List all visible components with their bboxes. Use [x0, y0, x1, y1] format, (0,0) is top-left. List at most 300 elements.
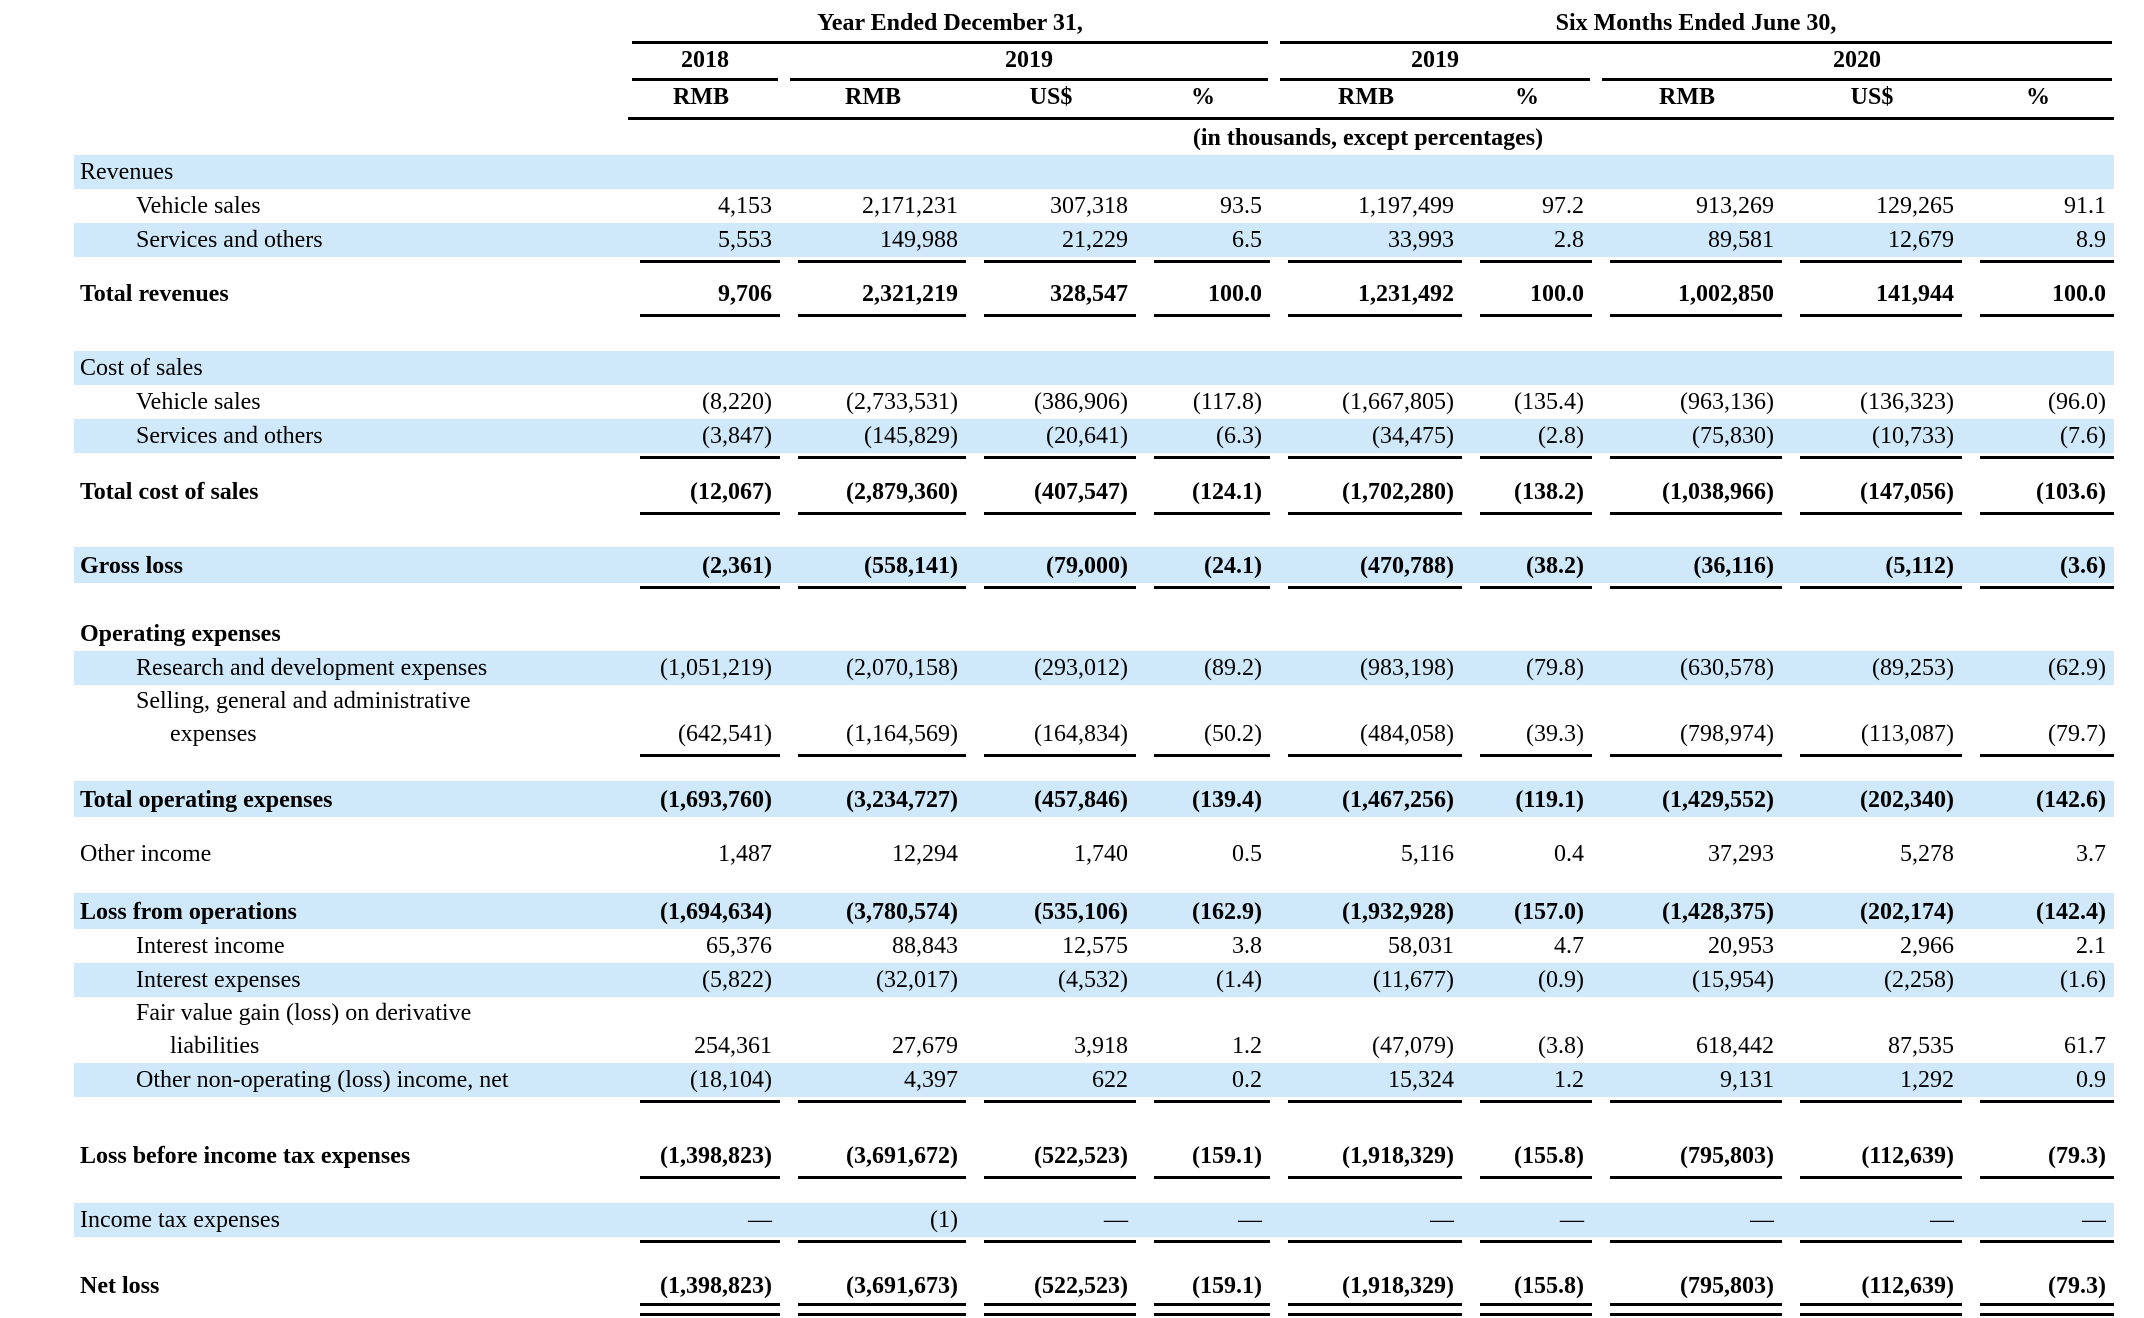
spacer-row — [74, 1183, 2114, 1203]
cell-value: (522,523) — [1034, 1273, 1128, 1299]
rule-cell — [1782, 583, 1962, 593]
cell-value: (983,198) — [1360, 655, 1454, 681]
rule-segment — [1288, 509, 1462, 515]
rule-cell — [622, 1303, 780, 1318]
cell-value: 141,944 — [1876, 281, 1954, 307]
cell — [1462, 385, 1592, 419]
rule-cell — [622, 311, 780, 321]
row-label-line: Interest expenses — [136, 967, 301, 993]
year-header-sm2020 — [1592, 44, 2114, 81]
cell-value: 20,953 — [1708, 933, 1774, 959]
cell — [1962, 1063, 2114, 1097]
cell — [1462, 781, 1592, 817]
cell-value: (79.3) — [2048, 1143, 2107, 1169]
cell-value: (2,879,360) — [846, 479, 958, 505]
cell-value: (24.1) — [1204, 553, 1262, 579]
cell — [1270, 1267, 1462, 1303]
rule-segment — [1800, 257, 1962, 263]
spacer-cell — [74, 593, 2114, 615]
rule-cell — [1136, 453, 1270, 463]
units-note-row — [74, 122, 2114, 155]
spacer-cell — [74, 453, 622, 463]
cell — [1462, 651, 1592, 685]
cell — [1962, 963, 2114, 997]
cell-value: (2,361) — [702, 553, 772, 579]
rule-cell — [1462, 751, 1592, 761]
cell — [1462, 155, 1592, 189]
rule-segment — [1610, 1237, 1782, 1243]
cell — [1136, 1203, 1270, 1237]
cell-value: (3,847) — [702, 423, 772, 449]
cell-value: — — [1750, 1207, 1774, 1233]
rule-row — [74, 583, 2114, 593]
row-label — [74, 1203, 622, 1237]
table-row — [74, 385, 2114, 419]
cell — [1462, 419, 1592, 453]
cell — [966, 781, 1136, 817]
cell — [1270, 837, 1462, 871]
rule-segment — [1980, 453, 2114, 459]
cell — [966, 351, 1136, 385]
cell — [1782, 275, 1962, 311]
cell — [780, 615, 966, 651]
cell-value: (155.8) — [1514, 1143, 1584, 1169]
rule-segment — [1288, 1303, 1462, 1316]
cell-value: (39.3) — [1526, 721, 1584, 747]
rule-segment — [1154, 1303, 1270, 1316]
cell-value: (113,087) — [1860, 721, 1954, 747]
rule-cell — [780, 751, 966, 761]
cell — [1592, 275, 1782, 311]
cell — [622, 685, 780, 751]
row-label-line: Vehicle sales — [136, 389, 261, 415]
cell — [1782, 651, 1962, 685]
cell-value: (1,932,928) — [1342, 899, 1454, 925]
cell — [1782, 1267, 1962, 1303]
row-label — [74, 419, 622, 453]
cell-value: (119.1) — [1515, 787, 1584, 813]
cell-value: 4,153 — [718, 193, 772, 219]
table-row — [74, 1137, 2114, 1173]
cell — [966, 651, 1136, 685]
rule-segment — [1610, 311, 1782, 317]
cell — [1592, 893, 1782, 929]
cell — [1592, 685, 1782, 751]
rule-segment — [798, 1097, 966, 1103]
row-label — [74, 1267, 622, 1303]
row-label — [74, 963, 622, 997]
cell — [1462, 473, 1592, 509]
spacer-row — [74, 593, 2114, 615]
year-header-row — [74, 44, 2114, 81]
rule-cell — [1270, 453, 1462, 463]
rule-segment — [1610, 257, 1782, 263]
rule-cell — [1782, 1303, 1962, 1318]
rule-cell — [1592, 509, 1782, 519]
rule-cell — [1962, 1303, 2114, 1318]
cell-value: (79.8) — [1526, 655, 1584, 681]
cell-value: 93.5 — [1220, 193, 1262, 219]
rule-segment — [1800, 1097, 1962, 1103]
rule-cell — [1270, 311, 1462, 321]
rule-cell — [1270, 583, 1462, 593]
cell — [622, 1203, 780, 1237]
cell-value: (50.2) — [1204, 721, 1262, 747]
cell — [1136, 929, 1270, 963]
rule-cell — [1136, 583, 1270, 593]
cell-value: (142.4) — [2036, 899, 2107, 925]
cell — [1462, 963, 1592, 997]
period-title: Year Ended December 31, — [632, 7, 1268, 44]
cell-value: (202,340) — [1860, 787, 1954, 813]
cell — [780, 685, 966, 751]
header-rule-row — [74, 114, 2114, 122]
label-column-spacer — [74, 44, 622, 81]
cell — [1962, 1267, 2114, 1303]
rule-cell — [1782, 509, 1962, 519]
rule-cell — [622, 509, 780, 519]
rule-segment — [1480, 1237, 1592, 1243]
cell — [1962, 385, 2114, 419]
spacer-row — [74, 1107, 2114, 1137]
cell-value: 2,966 — [1900, 933, 1954, 959]
cell-value: 2,321,219 — [862, 281, 958, 307]
spacer-cell — [74, 751, 622, 761]
table-row — [74, 685, 2114, 751]
cell-value: 328,547 — [1050, 281, 1128, 307]
cell — [780, 963, 966, 997]
cell — [780, 1063, 966, 1097]
table-row — [74, 997, 2114, 1063]
row-label-line: Research and development expenses — [136, 655, 488, 681]
cell-value: 3.8 — [1232, 933, 1262, 959]
cell-value: (159.1) — [1192, 1143, 1262, 1169]
rule-cell — [1136, 1173, 1270, 1183]
cell — [1136, 547, 1270, 583]
cell-value: 618,442 — [1696, 1033, 1774, 1059]
rule-cell — [966, 257, 1136, 267]
spacer-cell — [74, 1173, 622, 1183]
rule-cell — [1462, 311, 1592, 321]
row-label-line: Other income — [80, 841, 212, 867]
cell — [1592, 223, 1782, 257]
rule-segment — [640, 509, 780, 515]
cell — [1782, 223, 1962, 257]
cell — [1962, 781, 2114, 817]
rule-cell — [1962, 583, 2114, 593]
cell — [1782, 385, 1962, 419]
cell-value: (5,822) — [702, 967, 772, 993]
cell-value: 2,171,231 — [862, 193, 958, 219]
rule-segment — [984, 1097, 1136, 1103]
cell — [1782, 963, 1962, 997]
cell — [1136, 385, 1270, 419]
cell-value: 3,918 — [1074, 1033, 1128, 1059]
cell-value: (1) — [930, 1207, 958, 1233]
rule-row — [74, 509, 2114, 519]
cell — [1270, 997, 1462, 1063]
rule-row — [74, 751, 2114, 761]
cell-value: 3.7 — [2076, 841, 2107, 867]
row-label-line: Net loss — [80, 1273, 160, 1299]
cell-value: (795,803) — [1680, 1143, 1774, 1169]
currency-header: % — [1191, 84, 1215, 110]
rule-cell — [966, 311, 1136, 321]
cell-value: (630,578) — [1680, 655, 1774, 681]
cell — [1270, 155, 1462, 189]
cell — [1136, 1267, 1270, 1303]
cell-value: 12,575 — [1062, 933, 1128, 959]
cell-value: (79.3) — [2048, 1273, 2107, 1299]
cell — [622, 929, 780, 963]
cell-value: (1,702,280) — [1342, 479, 1454, 505]
cell-value: (20,641) — [1046, 423, 1128, 449]
cell — [966, 893, 1136, 929]
cell — [1270, 189, 1462, 223]
cell — [1962, 929, 2114, 963]
rule-segment — [984, 1237, 1136, 1243]
cell-value: 1.2 — [1554, 1067, 1584, 1093]
rule-segment — [798, 453, 966, 459]
rule-cell — [1782, 453, 1962, 463]
cell — [1962, 615, 2114, 651]
table-row — [74, 963, 2114, 997]
rule-cell — [780, 453, 966, 463]
cell — [1782, 929, 1962, 963]
rule-segment — [1288, 751, 1462, 757]
cell-value: 91.1 — [2064, 193, 2107, 219]
cell — [780, 1267, 966, 1303]
cell — [966, 547, 1136, 583]
rule-cell — [1270, 1237, 1462, 1247]
spacer-cell — [74, 761, 2114, 781]
currency-header: US$ — [1850, 84, 1894, 110]
cell — [1270, 1063, 1462, 1097]
row-label — [74, 837, 622, 871]
cell-value: 2.1 — [2076, 933, 2107, 959]
cell — [622, 781, 780, 817]
row-label-line: liabilities — [170, 1033, 260, 1059]
cell-value: 0.9 — [2076, 1067, 2107, 1093]
rule-segment — [640, 583, 780, 589]
year-label: 2018 — [632, 44, 778, 81]
cell-value: 307,318 — [1050, 193, 1128, 219]
row-label — [74, 651, 622, 685]
cell — [1270, 385, 1462, 419]
rule-segment — [1980, 311, 2114, 317]
cell-value: 0.5 — [1232, 841, 1262, 867]
cell — [1962, 651, 2114, 685]
cell-value: (159.1) — [1192, 1273, 1262, 1299]
cell — [1962, 351, 2114, 385]
cell — [1782, 473, 1962, 509]
spacer-cell — [74, 267, 2114, 275]
rule-segment — [984, 311, 1136, 317]
cell — [780, 275, 966, 311]
rule-segment — [1154, 583, 1270, 589]
cell-value: 5,278 — [1900, 841, 1954, 867]
cell-value: 149,988 — [880, 227, 958, 253]
rule-cell — [1782, 1237, 1962, 1247]
cell — [780, 651, 966, 685]
cell-value: 1,002,850 — [1678, 281, 1774, 307]
cell — [1462, 223, 1592, 257]
cell-value: (1,428,375) — [1662, 899, 1774, 925]
rule-segment — [798, 1173, 966, 1179]
cell — [1782, 419, 1962, 453]
cell — [622, 223, 780, 257]
rule-segment — [1480, 509, 1592, 515]
cell — [780, 997, 966, 1063]
rule-cell — [966, 1303, 1136, 1318]
table-row — [74, 781, 2114, 817]
cell — [966, 997, 1136, 1063]
cell — [1462, 1203, 1592, 1237]
cell-value: (89,253) — [1872, 655, 1954, 681]
rule-segment — [1288, 257, 1462, 263]
cell-value: (62.9) — [2048, 655, 2107, 681]
cell — [780, 155, 966, 189]
cell-value: — — [1430, 1207, 1454, 1233]
rule-row — [74, 257, 2114, 267]
rule-cell — [1270, 1303, 1462, 1318]
rule-segment — [1480, 751, 1592, 757]
rule-cell — [1270, 1097, 1462, 1107]
cell-value: 97.2 — [1542, 193, 1584, 219]
cell-value: 61.7 — [2064, 1033, 2107, 1059]
spacer-cell — [74, 817, 2114, 837]
cell — [780, 189, 966, 223]
rule-cell — [780, 583, 966, 593]
cell — [1962, 685, 2114, 751]
cell-value: 5,553 — [718, 227, 772, 253]
rule-cell — [780, 1237, 966, 1247]
rule-segment — [984, 583, 1136, 589]
cell-value: (142.6) — [2036, 787, 2107, 813]
row-label — [74, 155, 622, 189]
spacer-row — [74, 321, 2114, 351]
cell — [1782, 547, 1962, 583]
cell — [1962, 473, 2114, 509]
cell-value: (79.7) — [2048, 721, 2107, 747]
cell-value: 6.5 — [1232, 227, 1262, 253]
cell-value: (8,220) — [702, 389, 772, 415]
cell — [1592, 929, 1782, 963]
rule-segment — [1480, 1173, 1592, 1179]
cell-value: 15,324 — [1388, 1067, 1454, 1093]
rule-segment — [1980, 257, 2114, 263]
cell — [1592, 997, 1782, 1063]
rule-cell — [1136, 751, 1270, 761]
cell — [1270, 651, 1462, 685]
cell-value: (1.6) — [2060, 967, 2107, 993]
rule-cell — [1592, 257, 1782, 267]
cell-value: — — [2082, 1207, 2107, 1233]
table-row — [74, 351, 2114, 385]
cell — [622, 189, 780, 223]
cell — [1462, 1137, 1592, 1173]
cell-value: (457,846) — [1034, 787, 1128, 813]
cell — [966, 1267, 1136, 1303]
cell-value: (2.8) — [1538, 423, 1584, 449]
rule-cell — [1270, 751, 1462, 761]
cell-value: 1,487 — [718, 841, 772, 867]
rule-segment — [798, 257, 966, 263]
cell-value: (2,258) — [1884, 967, 1954, 993]
spacer-cell — [74, 321, 2114, 351]
rule-segment — [1480, 257, 1592, 263]
cell-value: 913,269 — [1696, 193, 1774, 219]
cell — [1136, 781, 1270, 817]
cell-value: (386,906) — [1034, 389, 1128, 415]
cell — [1592, 1267, 1782, 1303]
cell — [1136, 473, 1270, 509]
rule-cell — [1962, 1173, 2114, 1183]
cell-value: (535,106) — [1034, 899, 1128, 925]
cell — [1136, 1063, 1270, 1097]
cell-value: 100.0 — [1530, 281, 1584, 307]
cell-value: (0.9) — [1538, 967, 1584, 993]
spacer-cell — [74, 519, 2114, 547]
rule-cell — [622, 751, 780, 761]
cell — [1592, 651, 1782, 685]
row-label — [74, 351, 622, 385]
cell — [1592, 963, 1782, 997]
table-row — [74, 473, 2114, 509]
cell — [780, 351, 966, 385]
cell — [966, 1203, 1136, 1237]
rule-cell — [780, 1097, 966, 1107]
cell — [966, 837, 1136, 871]
rule-segment — [640, 1237, 780, 1243]
row-label — [74, 547, 622, 583]
rule-cell — [1462, 1303, 1592, 1318]
row-label-line: expenses — [170, 721, 257, 747]
cell — [1962, 1137, 2114, 1173]
cell-value: — — [1560, 1207, 1584, 1233]
cell-value: (1,694,634) — [660, 899, 772, 925]
table-row — [74, 223, 2114, 257]
cell — [1270, 893, 1462, 929]
cell-value: — — [1104, 1207, 1128, 1233]
cell — [780, 1137, 966, 1173]
cell-value: 12,679 — [1888, 227, 1954, 253]
rule-cell — [1592, 453, 1782, 463]
rule-cell — [966, 1097, 1136, 1107]
cell-value: (38.2) — [1526, 553, 1584, 579]
cell-value: 1,292 — [1900, 1067, 1954, 1093]
rule-cell — [1782, 311, 1962, 321]
cell-value: (470,788) — [1360, 553, 1454, 579]
spacer-cell — [74, 1107, 2114, 1137]
row-label-line: Selling, general and administrative — [136, 688, 471, 714]
cell — [780, 893, 966, 929]
cell-value: (3,691,673) — [846, 1273, 958, 1299]
cell — [1592, 781, 1782, 817]
spacer-cell — [74, 1237, 622, 1247]
table-row — [74, 651, 2114, 685]
rule-cell — [1136, 509, 1270, 519]
rule-segment — [984, 509, 1136, 515]
cell — [1782, 893, 1962, 929]
cell — [1136, 155, 1270, 189]
row-label-line: Loss from operations — [80, 899, 297, 925]
rule-cell — [1962, 311, 2114, 321]
spacer-row — [74, 817, 2114, 837]
spacer-cell — [74, 1183, 2114, 1203]
rule-cell — [1462, 583, 1592, 593]
row-label-line: Gross loss — [80, 553, 183, 579]
